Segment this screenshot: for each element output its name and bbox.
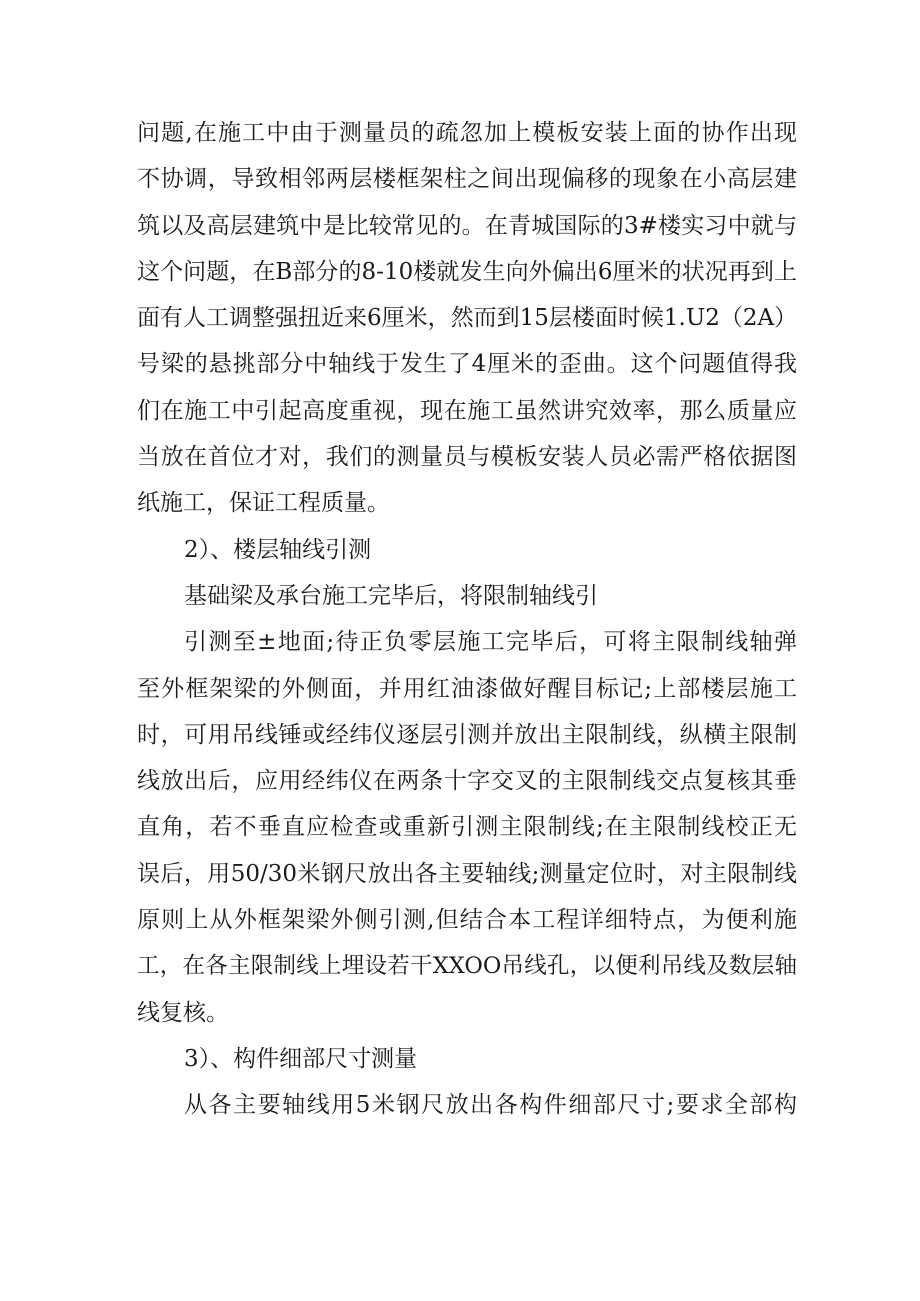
text-line: 误后，用50/30米钢尺放出各主要轴线;测量定位时，对主限制线: [137, 860, 797, 887]
text-line: 工，在各主限制线上埋设若干XXOO吊线孔，以便利吊线及数层轴: [137, 953, 797, 980]
text-line: 原则上从外框架梁外侧引测,但结合本工程详细特点，为便利施: [137, 907, 797, 934]
text-line: 基础梁及承台施工完毕后，将限制轴线引: [184, 582, 598, 609]
text-line: 们在施工中引起高度重视，现在施工虽然讲究效率，那么质量应: [137, 397, 797, 424]
text-line: 从各主要轴线用5米钢尺放出各构件细部尺寸;要求全部构: [184, 1092, 797, 1119]
document-body: [137, 110, 797, 1129]
text-line: 至外框架梁的外侧面，并用红油漆做好醒目标记;上部楼层施工: [137, 675, 797, 702]
text-line: 问题,在施工中由于测量员的疏忽加上模板安装上面的协作出现: [137, 120, 797, 146]
text-line: 这个问题，在B部分的8-10楼就发生向外偏出6厘米的状况再到上: [137, 258, 797, 285]
text-line: 当放在首位才对，我们的测量员与模板安装人员必需严格依据图: [137, 444, 797, 471]
text-line: 筑以及高层建筑中是比较常见的。在青城国际的3#楼实习中就与: [137, 212, 797, 239]
text-line: 时，可用吊线锤或经纬仪逐层引测并放出主限制线，纵横主限制: [137, 721, 797, 748]
text-line: 不协调，导致相邻两层楼框架柱之间出现偏移的现象在小高层建: [137, 166, 797, 193]
section-heading: 2）、楼层轴线引测: [184, 536, 372, 563]
text-line: 引测至±地面;待正负零层施工完毕后，可将主限制线轴弹: [184, 629, 797, 656]
text-line: 纸施工，保证工程质量。: [137, 490, 390, 517]
text-line: 线复核。: [137, 999, 229, 1026]
text-line: 线放出后，应用经纬仪在两条十字交叉的主限制线交点复核其垂: [137, 768, 797, 795]
section-heading: 3）、构件细部尺寸测量: [184, 1045, 418, 1072]
text-line: 直角，若不垂直应检查或重新引测主限制线;在主限制线校正无: [137, 814, 797, 841]
text-line: 面有人工调整强扭近来6厘米，然而到15层楼面时候1.U2（2A）: [137, 305, 798, 332]
text-line: 号梁的悬挑部分中轴线于发生了4厘米的歪曲。这个问题值得我: [137, 351, 797, 378]
